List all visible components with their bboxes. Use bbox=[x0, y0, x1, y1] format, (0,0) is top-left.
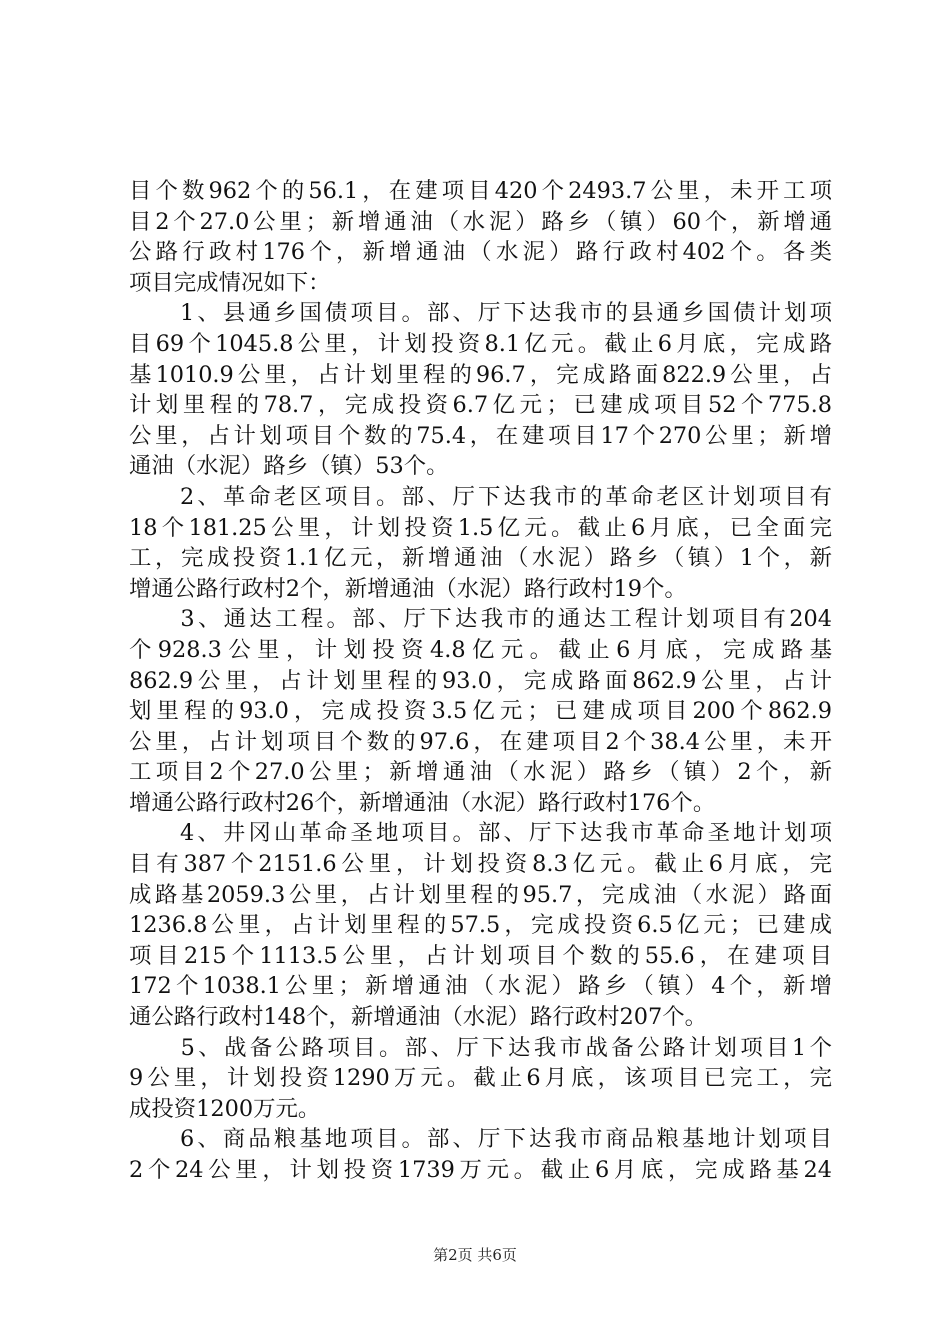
text-line: 公里，占计划项目个数的97.6，在建项目2个38.4公里，未开 bbox=[129, 728, 832, 755]
text-line: 工项目2个27.0公里；新增通油（水泥）路乡（镇）2个，新 bbox=[129, 759, 832, 786]
text-line: 增通公路行政村26个，新增通油（水泥）路行政村176个。 bbox=[129, 789, 716, 816]
text-line: 项目215个1113.5公里，占计划项目个数的55.6，在建项目 bbox=[129, 942, 832, 969]
text-line: 1236.8公里，占计划里程的57.5，完成投资6.5亿元；已建成 bbox=[129, 912, 832, 939]
text-line: 862.9公里，占计划里程的93.0，完成路面862.9公里，占计 bbox=[129, 667, 832, 694]
text-line: 公里，占计划项目个数的75.4，在建项目17个270公里；新增 bbox=[129, 422, 832, 449]
text-line: 目个数962个的56.1，在建项目420个2493.7公里，未开工项 bbox=[129, 178, 832, 204]
text-line: 计划里程的78.7，完成投资6.7亿元；已建成项目52个775.8 bbox=[129, 392, 832, 419]
text-line: 9公里，计划投资1290万元。截止6月底，该项目已完工，完 bbox=[129, 1065, 832, 1092]
text-line: 成路基2059.3公里，占计划里程的95.7，完成油（水泥）路面 bbox=[129, 881, 832, 908]
text-line: 增通公路行政村2个，新增通油（水泥）路行政村19个。 bbox=[129, 575, 687, 602]
page-footer: 第2页 共6页 bbox=[433, 1246, 517, 1264]
text-line: 基1010.9公里，占计划里程的96.7，完成路面822.9公里，占 bbox=[129, 361, 832, 388]
text-line: 目2个27.0公里；新增通油（水泥）路乡（镇）60个，新增通 bbox=[129, 208, 832, 235]
text-line: 2个24公里，计划投资1739万元。截止6月底，完成路基24 bbox=[129, 1157, 832, 1183]
text-line: 项目完成情况如下： bbox=[129, 269, 331, 296]
text-line: 划里程的93.0，完成投资3.5亿元；已建成项目200个862.9 bbox=[129, 698, 832, 725]
text-line: 目69个1045.8公里，计划投资8.1亿元。截止6月底，完成路 bbox=[129, 330, 832, 357]
text-line: 172个1038.1公里；新增通油（水泥）路乡（镇）4个，新增 bbox=[129, 973, 832, 1000]
text-line: 公路行政村176个，新增通油（水泥）路行政村402个。各类 bbox=[129, 239, 832, 266]
text-line: 3、通达工程。部、厅下达我市的通达工程计划项目有204 bbox=[129, 606, 832, 633]
text-line: 1、县通乡国债项目。部、厅下达我市的县通乡国债计划项 bbox=[129, 300, 832, 327]
text-line: 目有387个2151.6公里，计划投资8.3亿元。截止6月底，完 bbox=[129, 851, 832, 878]
body-text bbox=[129, 176, 832, 1186]
text-line: 18个181.25公里，计划投资1.5亿元。截止6月底，已全面完 bbox=[129, 514, 832, 541]
text-line: 5、战备公路项目。部、厅下达我市战备公路计划项目1个 bbox=[129, 1034, 832, 1061]
text-line: 4、井冈山革命圣地项目。部、厅下达我市革命圣地计划项 bbox=[129, 820, 832, 847]
text-line: 6、商品粮基地项目。部、厅下达我市商品粮基地计划项目 bbox=[129, 1126, 832, 1153]
text-line: 2、革命老区项目。部、厅下达我市的革命老区计划项目有 bbox=[129, 483, 832, 510]
text-line: 工，完成投资1.1亿元，新增通油（水泥）路乡（镇）1个，新 bbox=[129, 545, 832, 572]
text-line: 通油（水泥）路乡（镇）53个。 bbox=[129, 453, 449, 480]
text-line: 通公路行政村148个，新增通油（水泥）路行政村207个。 bbox=[129, 1004, 708, 1031]
text-line: 个928.3公里，计划投资4.8亿元。截止6月底，完成路基 bbox=[129, 636, 832, 663]
text-line: 成投资1200万元。 bbox=[129, 1095, 321, 1122]
